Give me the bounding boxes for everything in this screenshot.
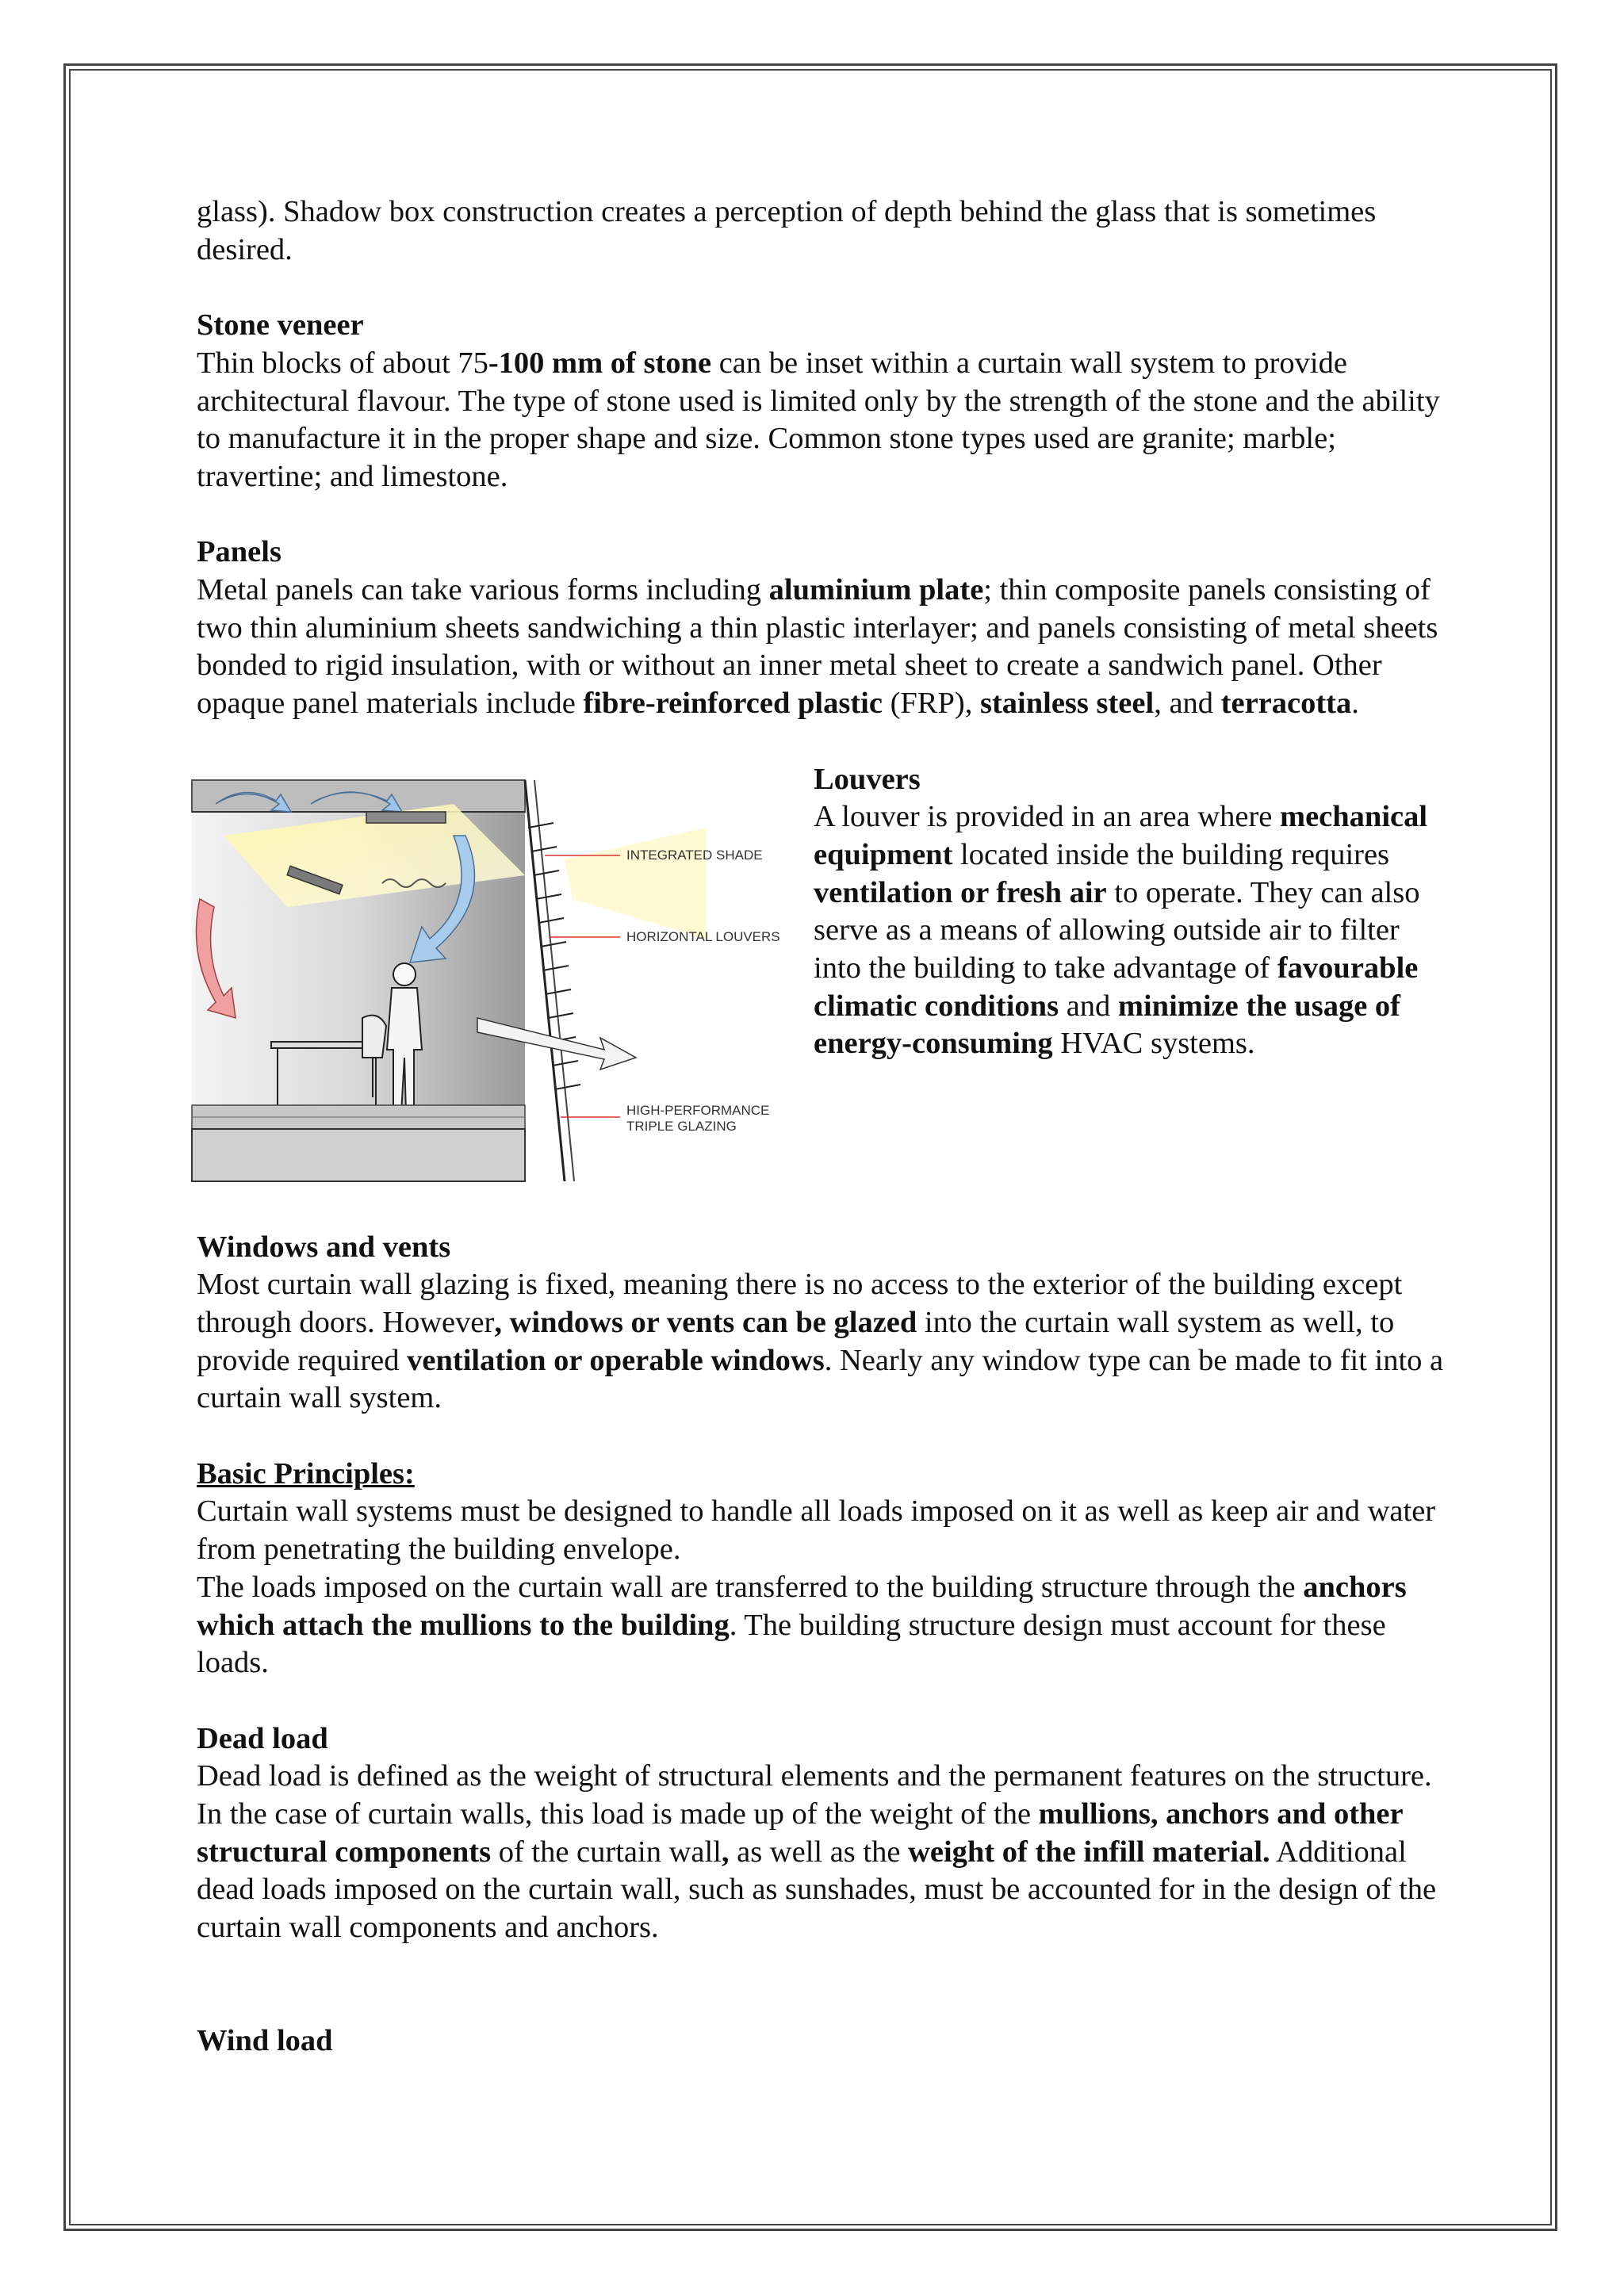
ceiling-slab (192, 780, 525, 812)
louvers-heading: Louvers (814, 762, 921, 796)
principles-paragraph-2: The loads imposed on the curtain wall are transferred to the building structure through the anchors which attach the mullions to the building. The building structure design must account for these loads. (197, 1570, 1407, 1680)
panels-heading: Panels (197, 535, 282, 569)
windows-heading: Windows and vents (197, 1230, 451, 1264)
panels-paragraph: Metal panels can take various forms including aluminium plate; thin composite panels consisting of two thin aluminium sheets sandwiching a thin plastic interlayer; and panels consisting of metal sheets bonded to rigid insulation, with or without an inner metal sheet to create a sandwich panel. Other opaque panel materials include fibre-reinforced plastic (FRP), stainless steel, and terracotta. (197, 573, 1438, 721)
louvers-paragraph: A louver is provided in an area where mechanical equipment located inside the building requires ventilation or fresh air to operate. They can also serve as a means of allowing outside air to filter into the building to take advantage of favourable climatic conditions and minimize the usage of energy-consuming HVAC systems. (814, 800, 1428, 1061)
glazing-line (525, 780, 565, 1181)
basic-principles-heading: Basic Principles: (197, 1456, 415, 1490)
label-integrated-shade: INTEGRATED SHADE (626, 847, 763, 863)
label-glazing-line2: TRIPLE GLAZING (626, 1118, 737, 1134)
stone-veneer-paragraph: Thin blocks of about 75-100 mm of stone can be inset within a curtain wall system to provide architectural flavour. The type of stone used is limited only by the strength of the stone and the ability to manufacture it in the proper shape and size. Common stone types used are granite; marble; travertine; and limestone. (197, 346, 1440, 493)
stone-veneer-heading: Stone veneer (197, 308, 364, 342)
louvers-text-block (814, 761, 1432, 1064)
label-horizontal-louvers: HORIZONTAL LOUVERS (626, 928, 780, 944)
principles-paragraph-1: Curtain wall systems must be designed to handle all loads imposed on it as well as keep air and water from penetrating the building envelope. (197, 1494, 1436, 1567)
label-glazing-line1: HIGH-PERFORMANCE (626, 1102, 770, 1118)
floor-slab (192, 1129, 525, 1181)
wind-load-heading: Wind load (197, 2024, 333, 2058)
louver-diagram-figure (192, 780, 780, 1181)
person-head (393, 963, 416, 985)
intro-paragraph: glass). Shadow box construction creates a perception of depth behind the glass that is sometimes desired. (197, 195, 1377, 266)
document-body (197, 193, 1450, 2061)
louvers-section (197, 761, 1450, 1229)
light-fixture (366, 812, 446, 823)
chair (362, 1015, 386, 1057)
dead-load-heading: Dead load (197, 1721, 328, 1755)
dead-load-paragraph: Dead load is defined as the weight of structural elements and the permanent features on the structure. In the case of curtain walls, this load is made up of the weight of the mullions, anchors and other structural components of the curtain wall, as well as the weight of the infill material. Additional dead loads imposed on the curtain wall, such as sunshades, must be accounted for in the design of the curtain wall components and anchors. (197, 1759, 1437, 1945)
windows-paragraph: Most curtain wall glazing is fixed, meaning there is no access to the exterior of the building except through doors. However, windows or vents can be glazed into the curtain wall system as well, to provide required ventilation or operable windows. Nearly any window type can be made to fit into a curtain wall system. (197, 1268, 1444, 1415)
